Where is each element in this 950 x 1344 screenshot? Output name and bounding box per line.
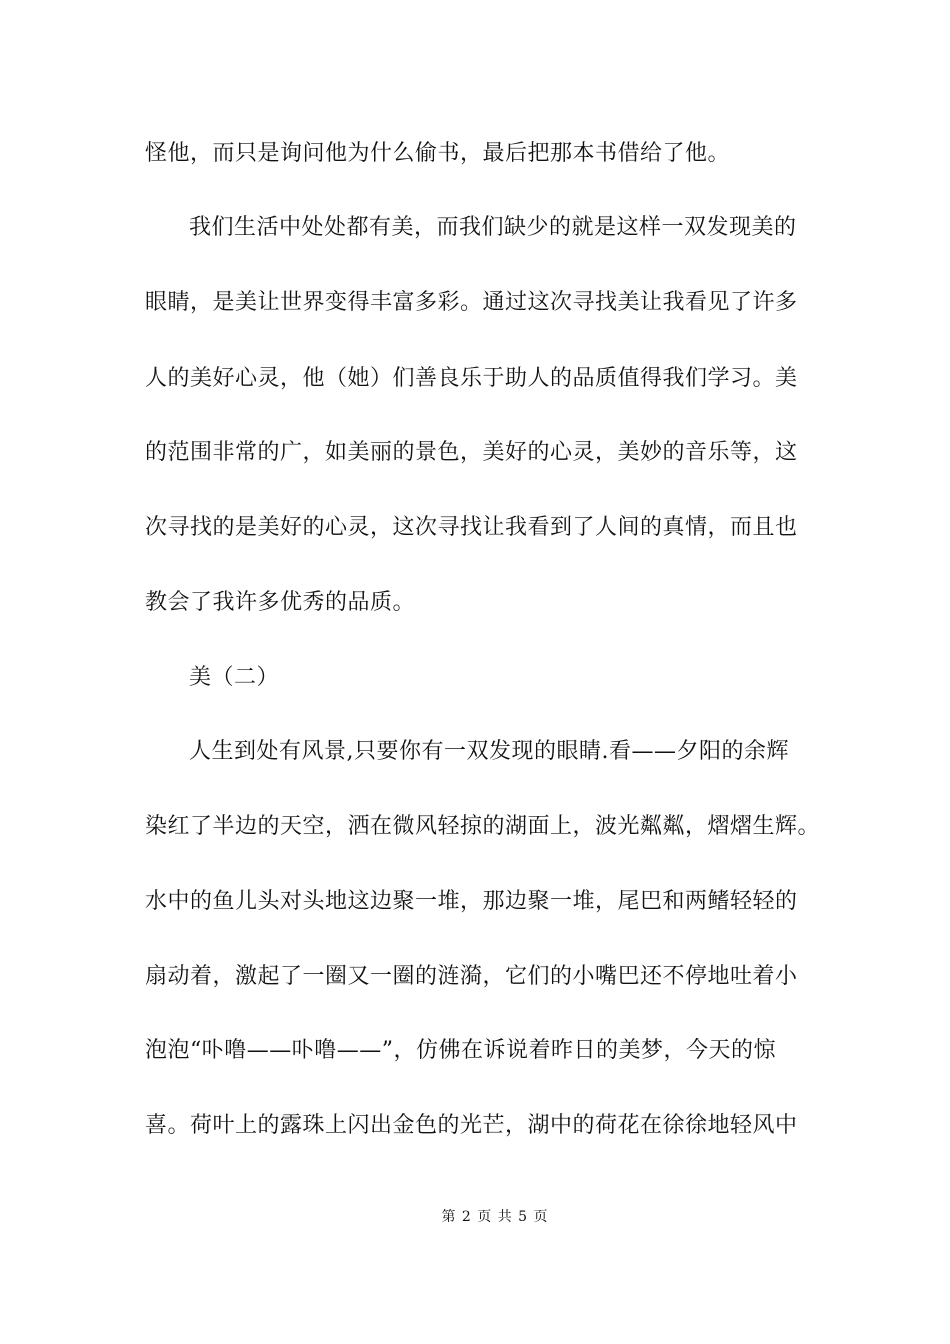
text-line: 喜。荷叶上的露珠上闪出金色的光芒，湖中的荷花在徐徐地轻风中 <box>145 1113 798 1138</box>
text-line: 泡泡“卟噜——卟噜——”，仿佛在诉说着昨日的美梦，今天的惊 <box>145 1038 776 1063</box>
text-line: 染红了半边的天空，洒在微风轻掠的湖面上，波光粼粼，熠熠生辉。 <box>145 814 821 839</box>
text-line: 的范围非常的广，如美丽的景色，美好的心灵，美妙的音乐等，这 <box>145 440 798 465</box>
text-line: 扇动着，激起了一圈又一圈的涟漪，它们的小嘴巴还不停地吐着小 <box>145 964 798 989</box>
text-line: 人的美好心灵，他（她）们善良乐于助人的品质值得我们学习。美 <box>145 366 798 391</box>
text-line: 教会了我许多优秀的品质。 <box>145 590 416 615</box>
page-number: 第 2 页 共 5 页 <box>441 1209 549 1225</box>
text-line: 人生到处有风景,只要你有一双发现的眼睛.看——夕阳的余辉 <box>189 739 789 764</box>
section-heading: 美（二） <box>189 665 280 690</box>
text-line: 我们生活中处处都有美，而我们缺少的就是这样一双发现美的 <box>189 215 797 240</box>
text-line: 怪他，而只是询问他为什么偷书，最后把那本书借给了他。 <box>145 141 731 166</box>
text-line: 眼睛，是美让世界变得丰富多彩。通过这次寻找美让我看见了许多 <box>145 290 798 315</box>
text-line: 水中的鱼儿头对头地这边聚一堆，那边聚一堆，尾巴和两鳍轻轻的 <box>145 889 798 914</box>
text-line: 次寻找的是美好的心灵，这次寻找让我看到了人间的真情，而且也 <box>145 515 798 540</box>
